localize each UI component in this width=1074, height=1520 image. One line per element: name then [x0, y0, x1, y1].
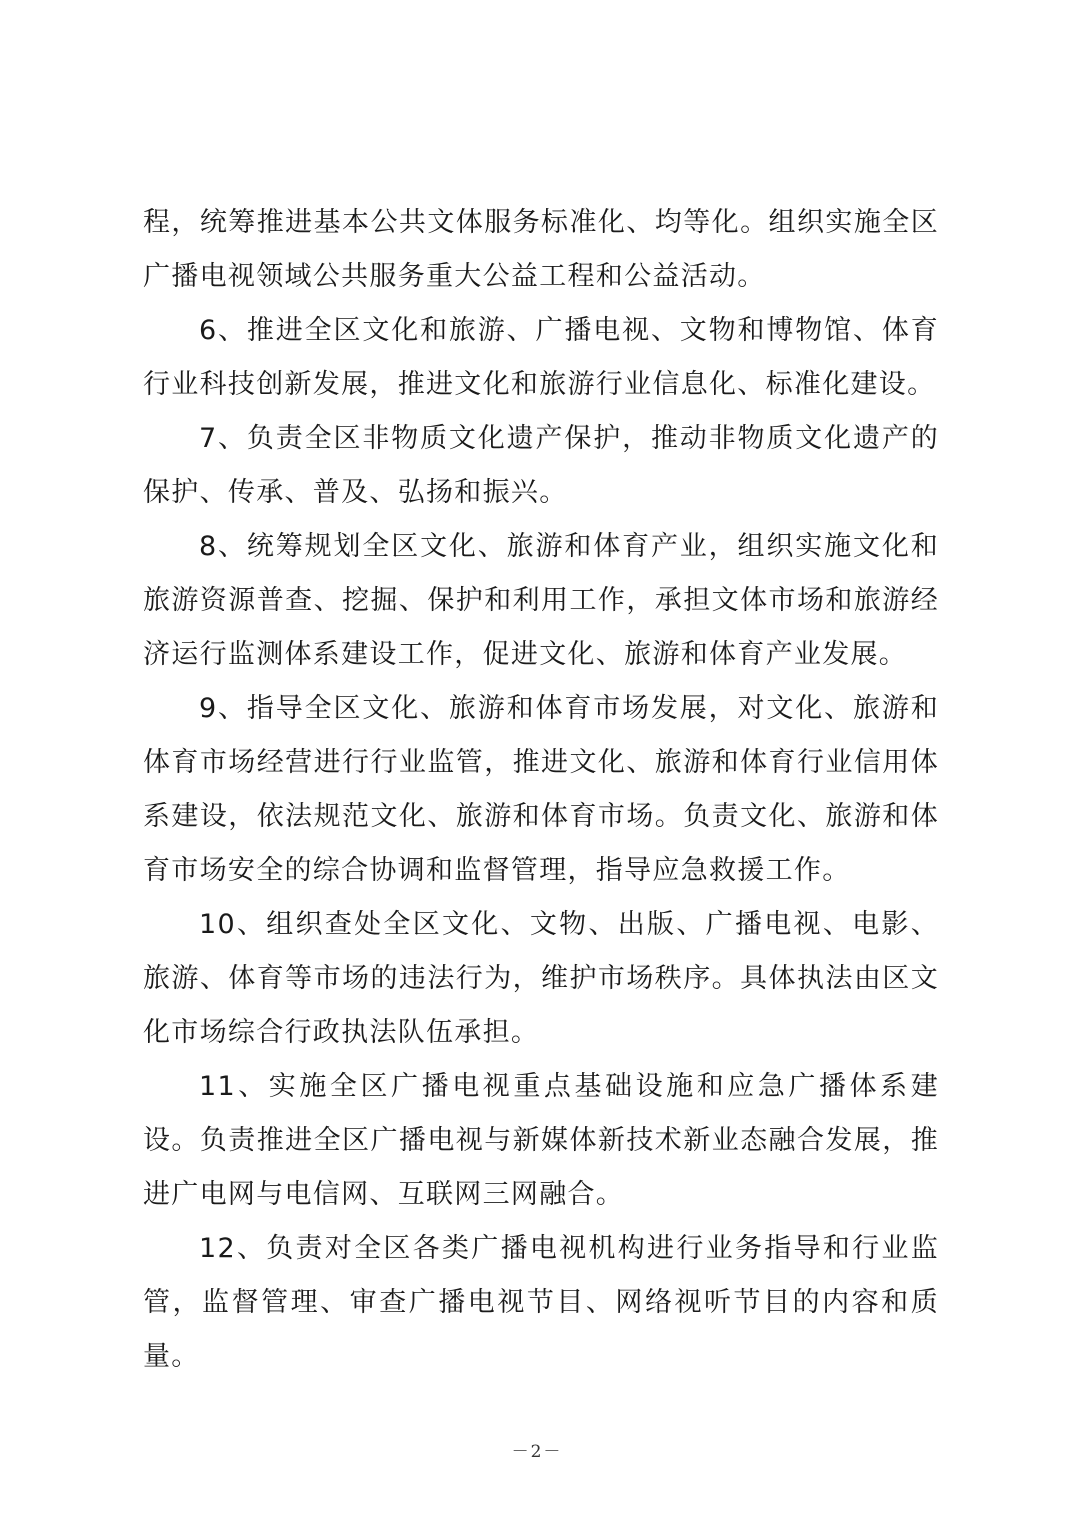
paragraph-item-9: 9、指导全区文化、旅游和体育市场发展，对文化、旅游和体育市场经营进行行业监管，推进文化、旅游和体育行业信用体系建设，依法规范文化、旅游和体育市场。负责文化、旅游和体育市场安全的综合协调和监督管理，指导应急救援工作。	[143, 693, 939, 886]
paragraph-item-7: 7、负责全区非物质文化遗产保护，推动非物质文化遗产的保护、传承、普及、弘扬和振兴。	[143, 423, 939, 508]
document-body	[143, 196, 939, 1384]
paragraph-continuation: 程，统筹推进基本公共文体服务标准化、均等化。组织实施全区广播电视领域公共服务重大公益工程和公益活动。	[143, 207, 939, 292]
page-number: －2－	[511, 1442, 563, 1462]
paragraph-item-8: 8、统筹规划全区文化、旅游和体育产业，组织实施文化和旅游资源普查、挖掘、保护和利用工作，承担文体市场和旅游经济运行监测体系建设工作，促进文化、旅游和体育产业发展。	[143, 531, 939, 670]
paragraph-item-12: 12、负责对全区各类广播电视机构进行业务指导和行业监管，监督管理、审查广播电视节目、网络视听节目的内容和质量。	[143, 1233, 939, 1372]
paragraph-item-10: 10、组织查处全区文化、文物、出版、广播电视、电影、旅游、体育等市场的违法行为，维护市场秩序。具体执法由区文化市场综合行政执法队伍承担。	[143, 909, 939, 1048]
paragraph-item-6: 6、推进全区文化和旅游、广播电视、文物和博物馆、体育行业科技创新发展，推进文化和旅游行业信息化、标准化建设。	[143, 315, 939, 400]
paragraph-item-11: 11、实施全区广播电视重点基础设施和应急广播体系建设。负责推进全区广播电视与新媒体新技术新业态融合发展，推进广电网与电信网、互联网三网融合。	[143, 1071, 939, 1210]
